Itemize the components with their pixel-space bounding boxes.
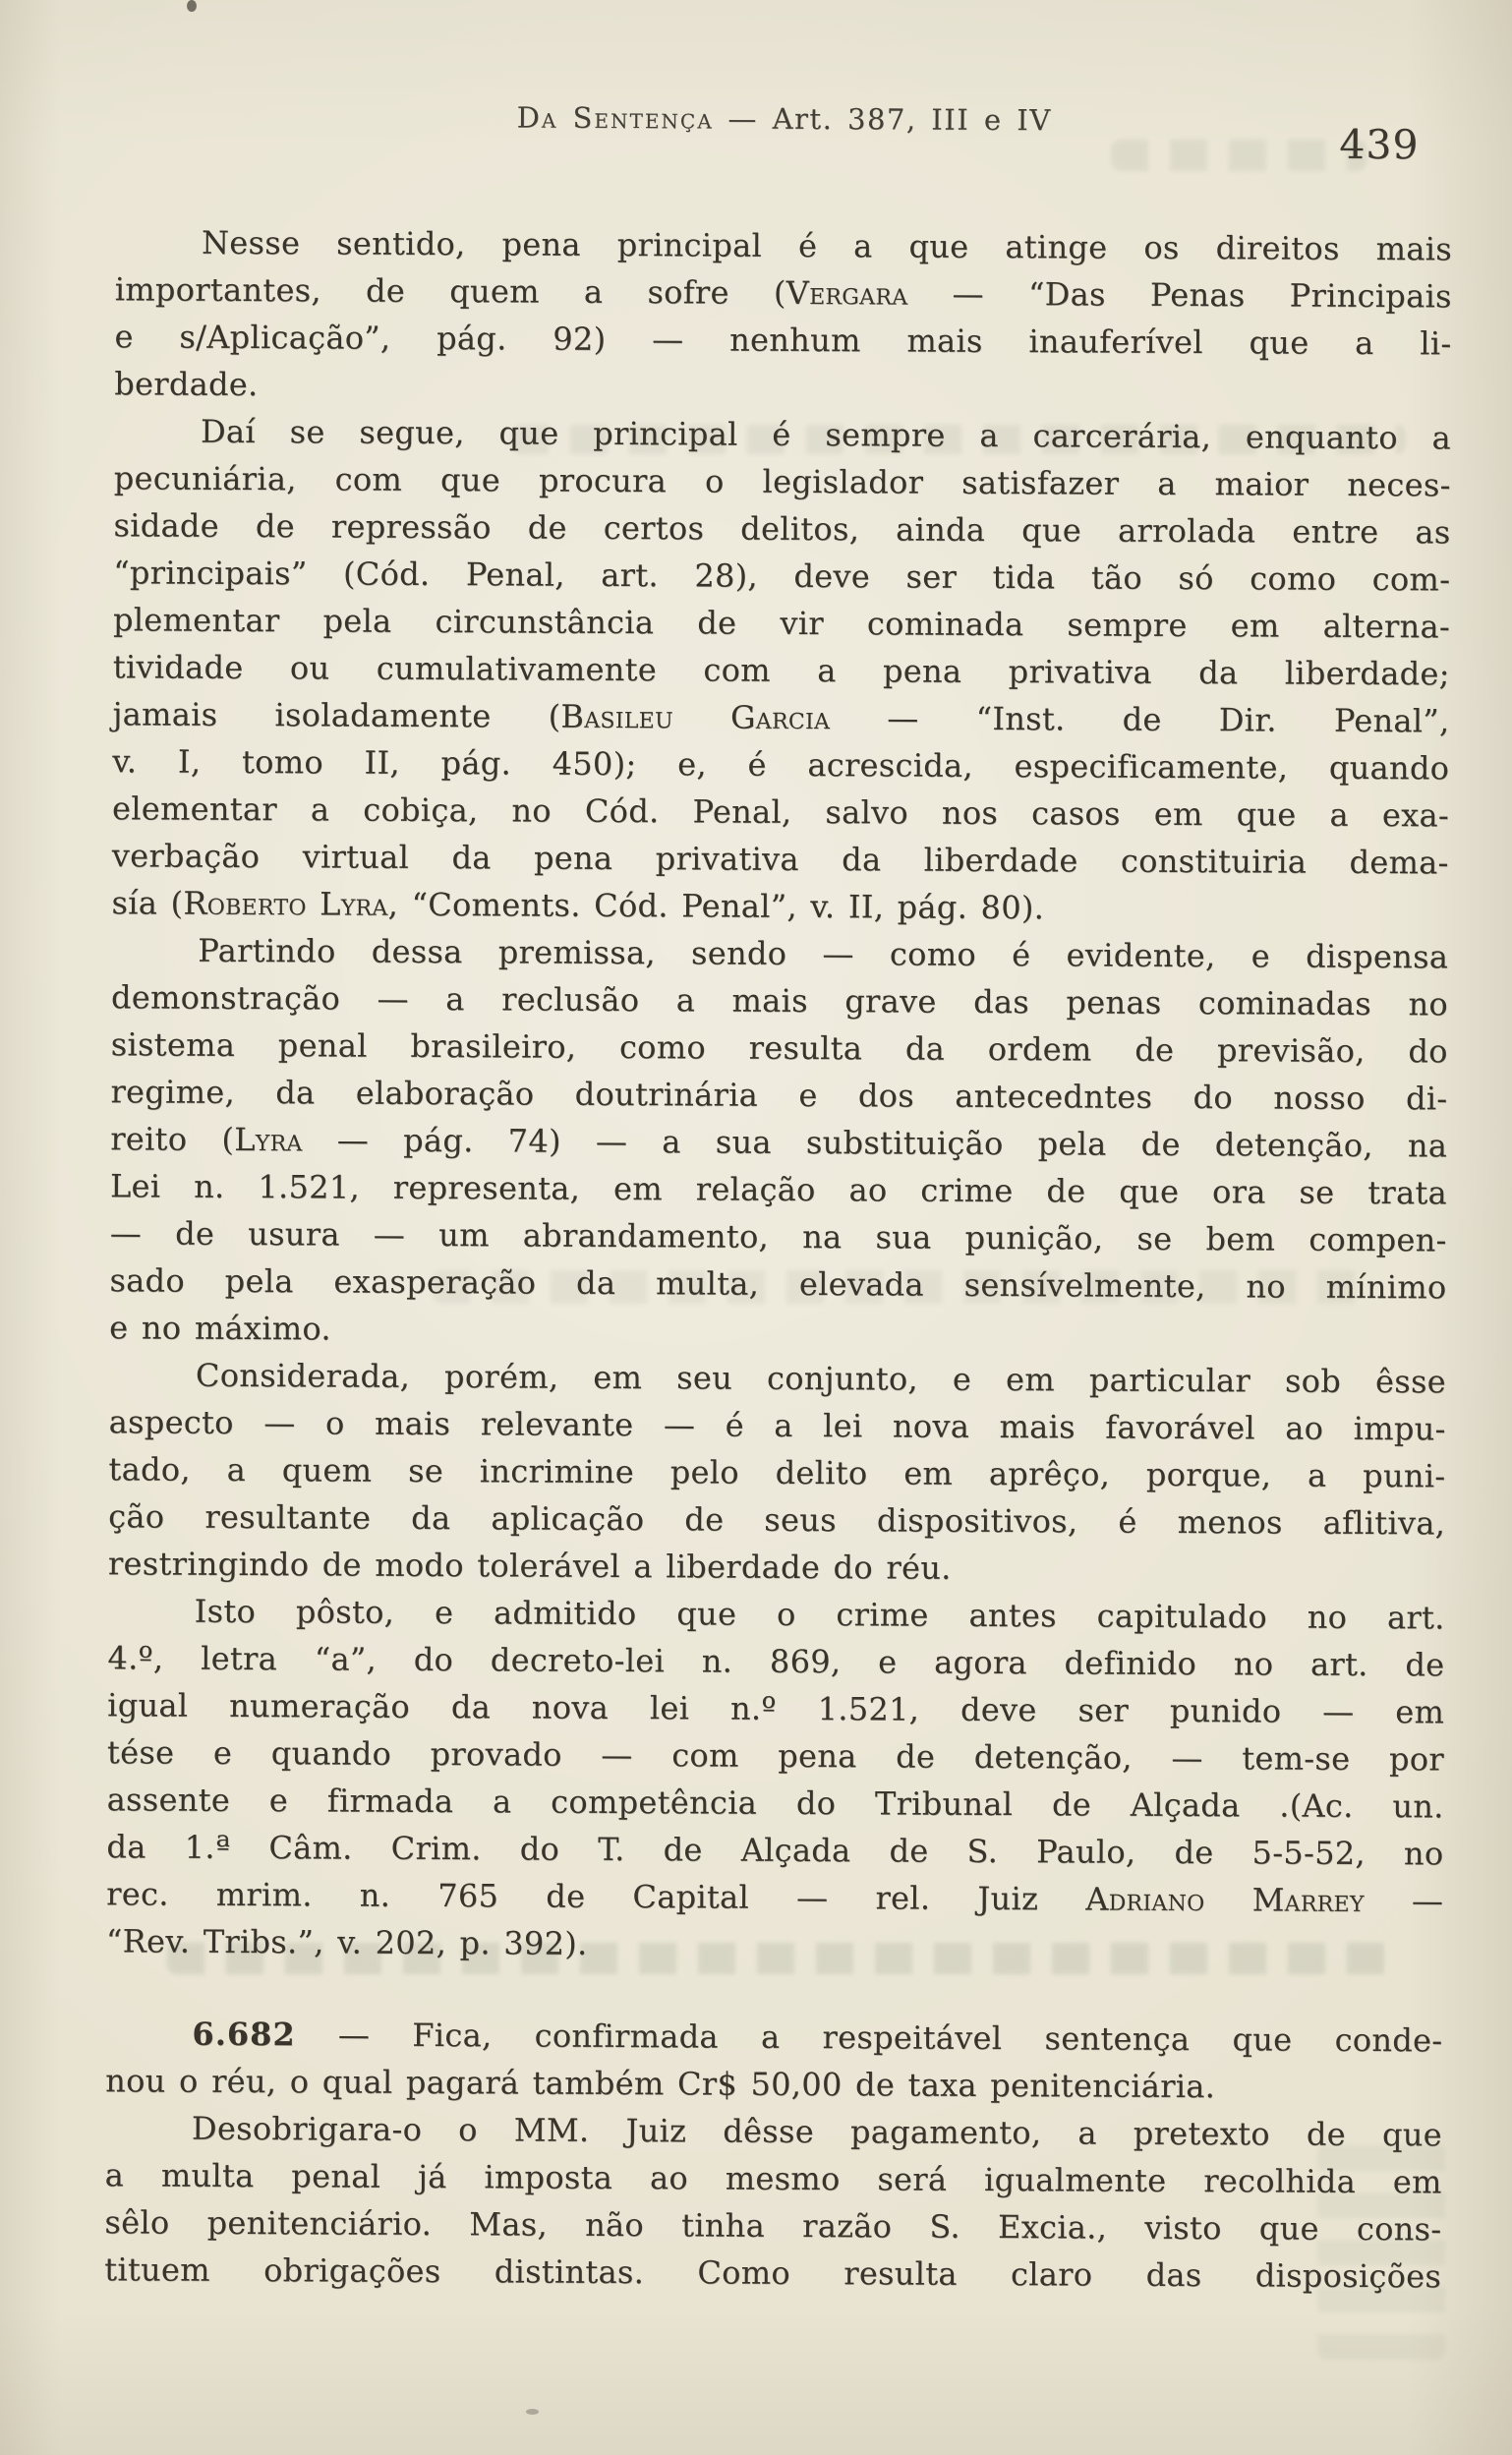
text-line: importantes, de quem a sofre (Vergara — “Das Penas Principais (114, 270, 1452, 316)
text-line: Nesse sentido, pena principal é a que atinge os direitos mais (201, 223, 1453, 268)
paragraph (106, 1587, 1445, 1971)
text-line: reito (Lyra — pág. 74) — a sua substituição pela de detenção, na (110, 1120, 1448, 1165)
text-line: tése e quando provado — com pena de detenção, — tem-se por (106, 1733, 1445, 1779)
paragraph (105, 2010, 1442, 2111)
text-line: e s/Aplicação”, pág. 92) — nenhum mais inauferível que a li- (114, 318, 1452, 363)
text-line: Partindo dessa premissa, sendo — como é evidente, e dispensa (198, 931, 1449, 976)
text-line: 6.682 — Fica, confirmada a respeitável sentença que conde- (192, 2015, 1443, 2060)
paragraph (109, 926, 1448, 1358)
text-line: 4.º, letra “a”, do decreto-lei n. 869, e agora definido no art. de (107, 1639, 1445, 1684)
paragraph (111, 407, 1451, 933)
text-line: jamais isoladamente (Basileu Garcia — “Inst. de Dir. Penal”, (112, 695, 1450, 740)
text-line: ção resultante da aplicação de seus dispositivos, é menos aflitiva, (108, 1497, 1446, 1543)
text-line: Considerada, porém, em seu conjunto, e em particular sob êsse (195, 1356, 1447, 1401)
text-line: sidade de repressão de certos delitos, ainda que arrolada entre as (113, 506, 1451, 552)
text-line: Isto pôsto, e admitido que o crime antes capitulado no art. (194, 1592, 1445, 1637)
page-header (115, 98, 1452, 184)
text-line: pecuniária, com que procura o legislador satisfazer a maior neces- (113, 459, 1451, 504)
text-line: verbação virtual da pena privativa da liberdade constituiria dema- (111, 837, 1449, 882)
text-line: Lei n. 1.521, representa, em relação ao crime de que ora se trata (109, 1167, 1448, 1212)
text-line: nou o réu, o qual pagará também Cr$ 50,00 de taxa penitenciária. (105, 2062, 1216, 2106)
text-line: rec. mrim. n. 765 de Capital — rel. Juiz Adriano Marrey — (106, 1875, 1444, 1920)
text-line: regime, da elaboração doutrinária e dos antecedntes do nosso di- (110, 1073, 1448, 1118)
text-line: plementar pela circunstância de vir cominada sempre em alterna- (112, 601, 1451, 646)
text-line: Desobrigara-o o MM. Juiz dêsse pagamento, a pretexto de que (191, 2109, 1443, 2154)
page-number: 439 (1339, 120, 1420, 169)
text-line: berdade. (114, 365, 259, 404)
paragraph (104, 2104, 1442, 2300)
text-line: tividade ou cumulativamente com a pena privativa da liberdade; (112, 648, 1450, 693)
text-line: e no máximo. (109, 1309, 332, 1348)
text-line: Daí se segue, que principal é sempre a carcerária, enquanto a (200, 412, 1452, 457)
text-line: sía (Roberto Lyra, “Coments. Cód. Penal”, v. II, pág. 80). (111, 884, 1045, 927)
text-line: v. I, tomo II, pág. 450); e, é acrescida, especificamente, quando (112, 742, 1450, 788)
paragraph (108, 1351, 1446, 1594)
running-title-chapter: Da Sentença (516, 100, 714, 136)
text-line: restringindo de modo tolerável a liberdade do réu. (107, 1545, 952, 1587)
text-line: “Rev. Tribs.”, v. 202, p. 392). (105, 1922, 588, 1962)
decision-number: 6.682 (192, 2015, 296, 2054)
text-line: sistema penal brasileiro, como resulta da ordem de previsão, do (110, 1025, 1448, 1071)
running-title-article: — Art. 387, III e IV (713, 101, 1052, 138)
text-line: demonstração — a reclusão a mais grave das penas cominadas no (110, 978, 1449, 1023)
paragraph (114, 218, 1452, 414)
text-line: a multa penal já imposta ao mesmo será igualmente recolhida em (104, 2156, 1442, 2201)
text-line: tituem obrigações distintas. Como resulta claro das disposições (104, 2250, 1442, 2296)
text-line: da 1.ª Câm. Crim. do T. de Alçada de S. Paulo, de 5-5-52, no (106, 1828, 1444, 1873)
page-body (104, 218, 1452, 2300)
text-line: “principais” (Cód. Penal, art. 28), deve ser tida tão só como com- (113, 554, 1451, 599)
text-line: tado, a quem se incrimine pelo delito em aprêço, porque, a puni- (108, 1450, 1446, 1495)
text-line: assente e firmada a competência do Tribunal de Alçada .(Ac. un. (106, 1781, 1444, 1826)
text-line: sado pela exasperação da multa, elevada sensívelmente, no mínimo (109, 1261, 1447, 1307)
running-title (116, 98, 1453, 139)
text-line: igual numeração da nova lei n.º 1.521, deve ser punido — em (107, 1686, 1445, 1731)
text-line: elementar a cobiça, no Cód. Penal, salvo nos casos em que a exa- (111, 789, 1450, 835)
text-line: sêlo penitenciário. Mas, não tinha razão S. Excia., visto que cons- (104, 2203, 1442, 2249)
text-line: — de usura — um abrandamento, na sua punição, se bem compen- (109, 1214, 1447, 1259)
text-line: aspecto — o mais relevante — é a lei nova mais favorável ao impu- (108, 1403, 1446, 1448)
